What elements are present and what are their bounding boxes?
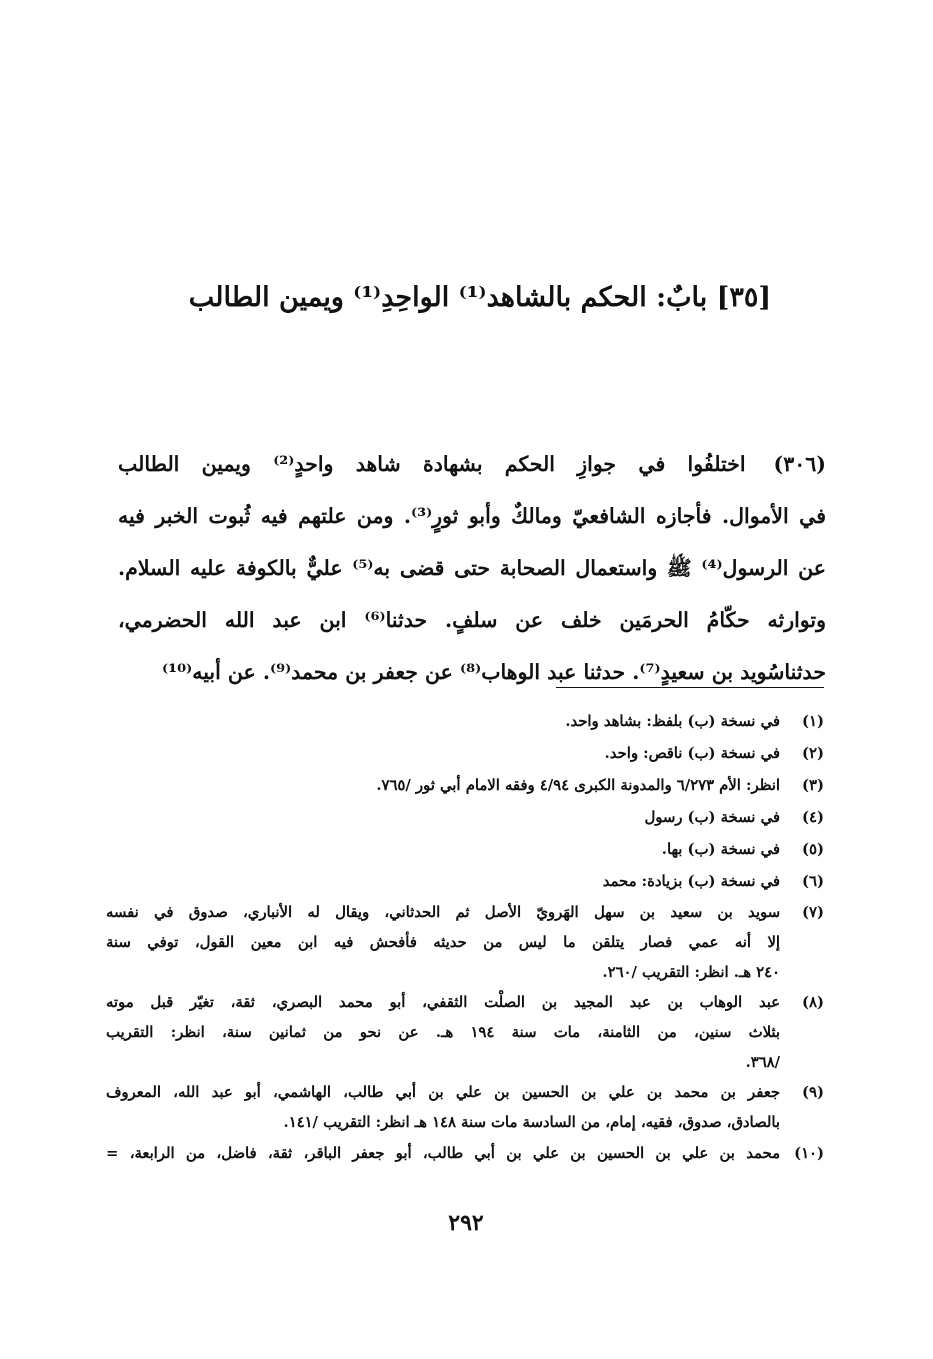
footnote-text: في نسخة (ب) بلفظ: بشاهد واحد.: [565, 713, 780, 730]
footnote-10: [106, 1138, 824, 1170]
footnote-1: [106, 706, 824, 738]
footnote-text: في نسخة (ب) بزيادة: محمد: [602, 873, 780, 890]
footnotes: [106, 706, 824, 1170]
chapter-title: [٣٥] بابٌ: الحكم بالشاهد⁽¹⁾ الواحِدِ⁽¹⁾ ويمين الطالب: [188, 282, 772, 313]
footnote-text: بالصادق، صدوق، فقيه، إمام، من السادسة مات سنة ١٤٨ هـ انظر: التقريب /١٤١.: [283, 1114, 780, 1131]
footnote-number: (١): [802, 713, 824, 730]
footnote-5: [106, 834, 824, 866]
page-number: ٢٩٢: [448, 1210, 484, 1236]
paragraph-line-4: وتوارثه حكّامُ الحرمَين خلف عن سلفٍ. حدثنا⁽⁶⁾ ابن عبد الله الحضرمي،: [118, 608, 826, 632]
footnote-text: ٢٤٠ هـ. انظر: التقريب /٢٦٠.: [602, 964, 780, 981]
footnote-number: (٤): [802, 809, 824, 826]
footnote-number: (٩): [802, 1084, 824, 1101]
footnote-text: في نسخة (ب) رسول: [644, 809, 780, 826]
footnote-4: [106, 802, 824, 834]
footnote-text: في نسخة (ب) ناقص: واحد.: [604, 745, 780, 762]
footnote-6: [106, 866, 824, 898]
footnote-number: (٨): [802, 994, 824, 1011]
footnote-text: محمد بن علي بن الحسين بن علي بن أبي طالب، أبو جعفر الباقر، ثقة، فاضل، من الرابعة، =: [106, 1145, 780, 1162]
footnote-text: بثلاث سنين، من الثامنة، مات سنة ١٩٤ هـ. عن نحو من ثمانين سنة، انظر: التقريب: [106, 1024, 780, 1041]
paragraph-line-text: اختلفُوا في جوازِ الحكم بشهادة شاهد واحدٍ⁽²⁾ ويمين الطالب: [118, 452, 746, 476]
paragraph-number: (٣٠٦): [773, 452, 826, 476]
footnote-text: في نسخة (ب) بها.: [661, 841, 780, 858]
footnote-number: (١٠): [794, 1145, 824, 1162]
main-paragraph: [118, 438, 826, 698]
footnote-number: (٥): [802, 841, 824, 858]
footnote-number: (٢): [802, 745, 824, 762]
footnote-7: [106, 898, 824, 988]
footnote-text: /٣٦٨.: [745, 1054, 780, 1071]
paragraph-line-1: [118, 438, 826, 490]
footnote-text: عبد الوهاب بن عبد المجيد بن الصلْت الثقفي، أبو محمد البصري، ثقة، تغيّر قبل موته: [106, 994, 780, 1011]
footnote-text: إلا أنه عمي فصار يتلقن ما ليس من حديثه فأفحش فيه ابن معين القول، توفي سنة: [106, 934, 780, 951]
paragraph-line-2: في الأموال. فأجازه الشافعيّ ومالكٌ وأبو ثورٍ⁽³⁾. ومن علتهم فيه ثُبوت الخبر فيه: [118, 504, 826, 528]
paragraph-line-5: حدثناسُويد بن سعيدٍ⁽⁷⁾. حدثنا عبد الوهاب⁽⁸⁾ عن جعفر بن محمد⁽⁹⁾. عن أبيه⁽¹⁰⁾: [162, 660, 826, 684]
footnote-text: انظر: الأم ٦/٢٧٣ والمدونة الكبرى ٤/٩٤ وفقه الامام أبي ثور /٧٦٥.: [376, 777, 780, 794]
footnote-3: [106, 770, 824, 802]
footnote-number: (٧): [802, 904, 824, 921]
footnote-separator: [556, 687, 824, 688]
paragraph-line-3: عن الرسول⁽⁴⁾ ﷺ واستعمال الصحابة حتى قضى به⁽⁵⁾ عليٌّ بالكوفة عليه السلام.: [118, 556, 826, 580]
footnote-number: (٦): [802, 873, 824, 890]
footnote-8: [106, 988, 824, 1078]
footnote-2: [106, 738, 824, 770]
footnote-9: [106, 1078, 824, 1138]
footnote-text: سويد بن سعيد بن سهل الهَرويّ الأصل ثم الحدثاني، ويقال له الأنباري، صدوق في نفسه: [106, 904, 780, 921]
footnote-number: (٣): [802, 777, 824, 794]
footnote-text: جعفر بن محمد بن علي بن الحسين بن علي بن أبي طالب، الهاشمي، أبو عبد الله، المعروف: [106, 1084, 780, 1101]
